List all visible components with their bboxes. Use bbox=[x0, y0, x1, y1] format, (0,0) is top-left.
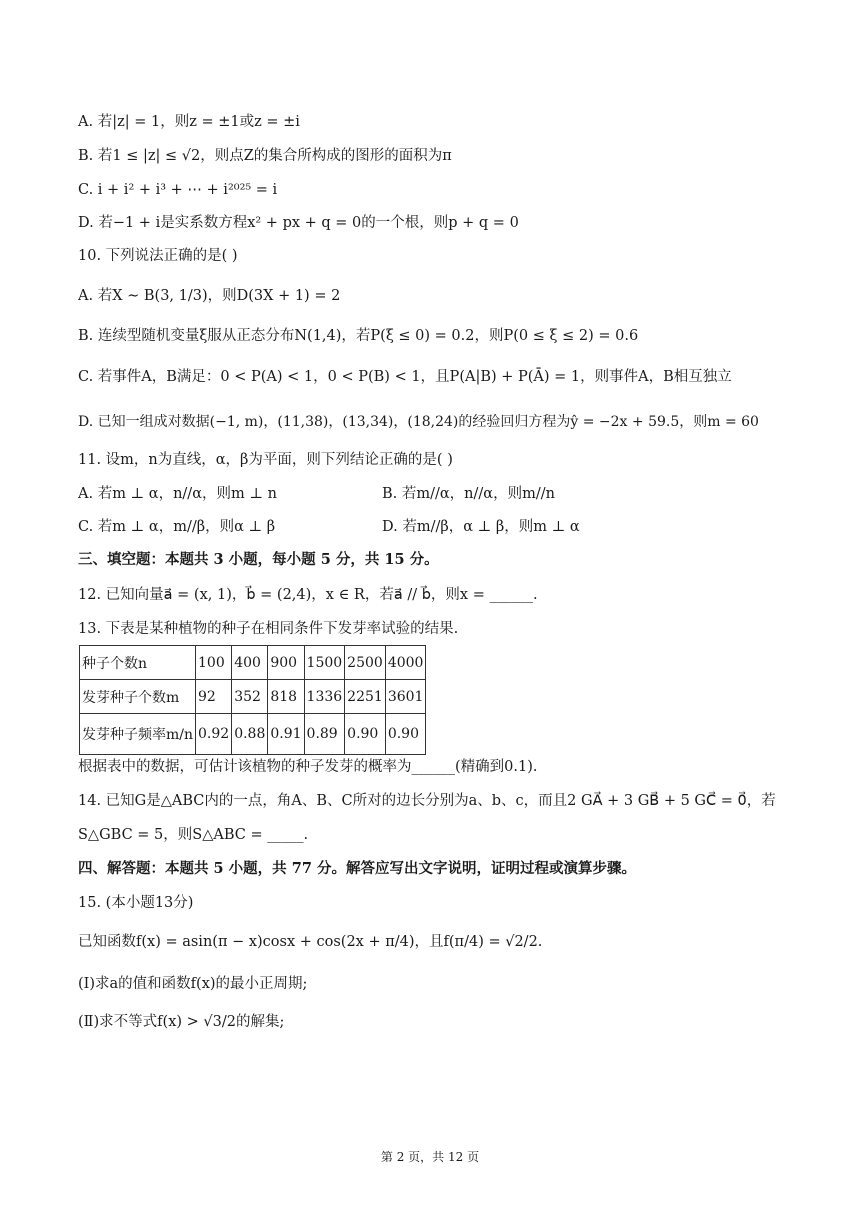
q15-heading: 15. (本小题13分) bbox=[78, 895, 194, 911]
table-row bbox=[80, 714, 426, 755]
table-cell: 发芽种子个数m bbox=[80, 680, 196, 714]
q15-part-2: (Ⅱ)求不等式f(x) > √3/2的解集; bbox=[78, 1014, 285, 1030]
q11-stem: 11. 设m，n为直线，α，β为平面，则下列结论正确的是( ) bbox=[78, 452, 453, 468]
table-cell: 1500 bbox=[304, 646, 345, 680]
section-fill-in-heading: 三、填空题：本题共 3 小题，每小题 5 分，共 15 分。 bbox=[78, 551, 439, 568]
table-cell: 0.92 bbox=[196, 714, 232, 755]
table-row bbox=[80, 680, 426, 714]
q15-part-1: (Ⅰ)求a的值和函数f(x)的最小正周期; bbox=[78, 976, 308, 992]
q11-option-a: A. 若m ⊥ α，n//α，则m ⊥ n bbox=[78, 486, 277, 502]
q10-option-a: A. 若X ∼ B(3, 1/3)，则D(3X + 1) = 2 bbox=[78, 288, 341, 304]
q10-stem: 10. 下列说法正确的是( ) bbox=[78, 248, 238, 264]
section-answer-heading: 四、解答题：本题共 5 小题，共 77 分。解答应写出文字说明，证明过程或演算步骤。 bbox=[78, 860, 636, 877]
table-cell: 0.89 bbox=[304, 714, 345, 755]
table-cell: 100 bbox=[196, 646, 232, 680]
table-cell: 3601 bbox=[385, 680, 426, 714]
table-cell: 0.90 bbox=[345, 714, 386, 755]
table-cell: 400 bbox=[232, 646, 268, 680]
table-cell: 0.88 bbox=[232, 714, 268, 755]
q9-option-c: C. i + i² + i³ + ⋯ + i²⁰²⁵ = i bbox=[78, 182, 278, 198]
q15-stem: 已知函数f(x) = asin(π − x)cosx + cos(2x + π/4)，且f(π/4) = √2/2. bbox=[78, 934, 543, 950]
q11-option-b: B. 若m//α，n//α，则m//n bbox=[382, 486, 555, 502]
table-cell: 1336 bbox=[304, 680, 345, 714]
q9-option-b: B. 若1 ≤ |z| ≤ √2，则点Z的集合所构成的图形的面积为π bbox=[78, 148, 452, 164]
germination-table bbox=[79, 645, 426, 755]
q11-option-d: D. 若m//β，α ⊥ β，则m ⊥ α bbox=[382, 519, 580, 535]
table-cell: 0.90 bbox=[385, 714, 426, 755]
table-cell: 发芽种子频率m/n bbox=[80, 714, 196, 755]
table-cell: 900 bbox=[268, 646, 304, 680]
q10-option-d: D. 已知一组成对数据(−1, m)，(11,38)，(13,34)，(18,24)的经验回归方程为ŷ = −2x + 59.5，则m = 60 bbox=[78, 414, 759, 430]
table-cell: 2251 bbox=[345, 680, 386, 714]
table-cell: 种子个数n bbox=[80, 646, 196, 680]
q9-option-d: D. 若−1 + i是实系数方程x² + px + q = 0的一个根，则p + q = 0 bbox=[78, 215, 519, 231]
q10-option-b: B. 连续型随机变量ξ服从正态分布N(1,4)，若P(ξ ≤ 0) = 0.2，则P(0 ≤ ξ ≤ 2) = 0.6 bbox=[78, 328, 639, 344]
q10-option-c: C. 若事件A，B满足：0 < P(A) < 1，0 < P(B) < 1，且P(A|B) + P(Ā) = 1，则事件A，B相互独立 bbox=[78, 369, 732, 385]
q9-option-a: A. 若|z| = 1，则z = ±1或z = ±i bbox=[78, 114, 300, 130]
table-cell: 4000 bbox=[385, 646, 426, 680]
page-footer: 第 2 页，共 12 页 bbox=[380, 1150, 480, 1164]
table-cell: 92 bbox=[196, 680, 232, 714]
table-row bbox=[80, 646, 426, 680]
table-cell: 352 bbox=[232, 680, 268, 714]
q13-text: 13. 下表是某种植物的种子在相同条件下发芽率试验的结果. bbox=[78, 621, 459, 637]
table-cell: 2500 bbox=[345, 646, 386, 680]
q14-text: 14. 已知G是△ABC内的一点，角A、B、C所对的边长分别为a、b、c，而且2 GA⃗ + 3 GB⃗ + 5 GC⃗ = 0⃗，若 bbox=[78, 793, 776, 809]
table-cell: 818 bbox=[268, 680, 304, 714]
q11-option-c: C. 若m ⊥ α，m//β，则α ⊥ β bbox=[78, 519, 276, 535]
q12-text: 12. 已知向量a⃗ = (x, 1)，b⃗ = (2,4)，x ∈ R，若a⃗ // b⃗，则x = ______. bbox=[78, 587, 538, 603]
q13-question: 根据表中的数据，可估计该植物的种子发芽的概率为______(精确到0.1). bbox=[78, 759, 538, 775]
q14-text-cont: S△GBC = 5，则S△ABC = _____. bbox=[78, 827, 309, 843]
table-cell: 0.91 bbox=[268, 714, 304, 755]
